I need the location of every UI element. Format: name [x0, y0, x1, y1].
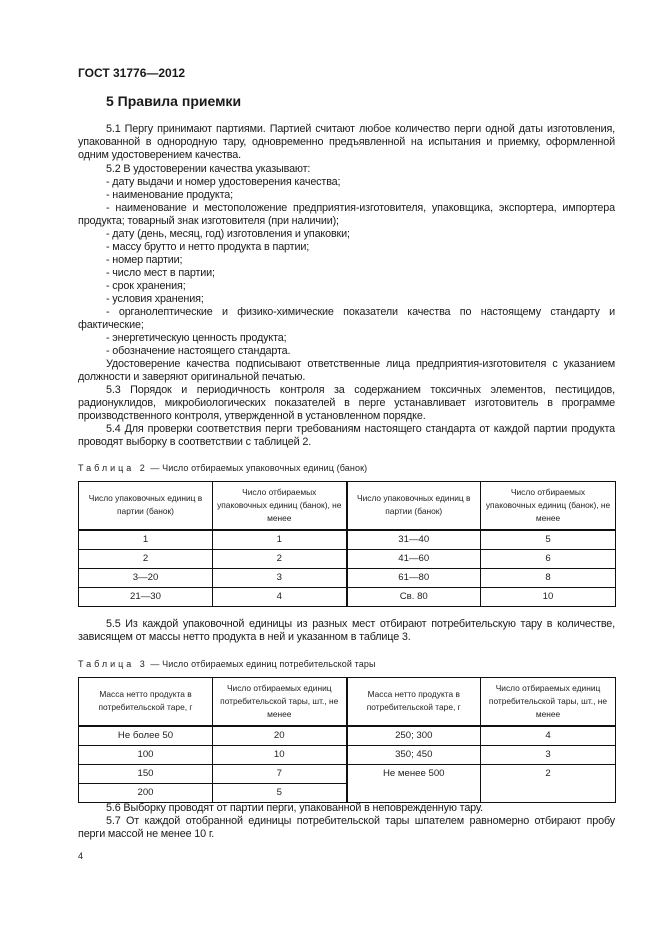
table-caption-label: Таблица 2	[78, 463, 148, 473]
list-item-text: - число мест в партии;	[106, 267, 215, 279]
list-item-text: - условия хранения;	[106, 293, 204, 305]
table-cell: 5	[213, 783, 347, 802]
table-cell: 4	[213, 587, 347, 606]
table-cell: 7	[213, 764, 347, 783]
table-2-caption	[78, 463, 367, 473]
table-cell: 5	[481, 530, 616, 550]
list-item	[78, 228, 615, 241]
list-item	[78, 254, 615, 267]
table-cell: 100	[79, 745, 213, 764]
header-cell: Число отбираемых упаковочных единиц (банок), не менее	[213, 482, 347, 530]
paragraph-text: 5.6 Выборку проводят от партии перги, упакованной в неповрежденную тару.	[106, 802, 483, 814]
table-cell: 61—80	[347, 568, 481, 587]
table-cell: 3	[481, 745, 616, 764]
list-item	[78, 332, 615, 345]
list-item-text: - номер партии;	[106, 254, 183, 266]
header-cell: Масса нетто продукта в потребительской таре, г	[347, 678, 481, 726]
list-item-text: - обозначение настоящего стандарта.	[106, 345, 291, 357]
list-item	[78, 176, 615, 189]
list-item-text: - энергетическую ценность продукта;	[106, 332, 287, 344]
paragraph-text: 5.4 Для проверки соответствия перги требованиям настоящего стандарта от каждой партии продукта проводят выборку в соответствии с таблицей 2.	[78, 423, 615, 449]
list-item	[78, 202, 615, 228]
document-id: ГОСТ 31776—2012	[78, 66, 186, 80]
list-item-text: - срок хранения;	[106, 280, 186, 292]
table-cell: 8	[481, 568, 616, 587]
header-cell: Число отбираемых единиц потребительской тары, шт., не менее	[481, 678, 616, 726]
table-row	[79, 587, 616, 606]
paragraph-5-7	[78, 815, 615, 841]
table-cell: 350; 450	[347, 745, 481, 764]
table-cell: 3	[213, 568, 347, 587]
list-item	[78, 306, 615, 332]
table-header-row	[79, 482, 616, 530]
paragraph-text: 5.3 Порядок и периодичность контроля за содержанием токсичных элементов, пестицидов, радионуклидов, микробиологических показателей в перге устанавливает изготовитель в программе производственного контроля, утвержденной в установленном порядке.	[78, 384, 615, 423]
paragraph-5-1	[78, 123, 615, 162]
table-cell: 20	[213, 726, 347, 746]
table-cell: 1	[79, 530, 213, 550]
table-caption-text: — Число отбираемых единиц потребительской тары	[147, 659, 376, 669]
list-item	[78, 189, 615, 202]
page-number: 4	[78, 851, 84, 861]
paragraph-text: 5.2 В удостоверении качества указывают:	[106, 163, 311, 175]
table-cell: 3—20	[79, 568, 213, 587]
paragraph-5-2	[78, 163, 615, 176]
table-row	[79, 726, 616, 746]
table-cell: 150	[79, 764, 213, 783]
list-item	[78, 267, 615, 280]
paragraph-5-6	[78, 802, 615, 815]
table-cell: 2	[213, 549, 347, 568]
header-cell: Число отбираемых единиц потребительской тары, шт., не менее	[213, 678, 347, 726]
table-cell: 2	[79, 549, 213, 568]
table-row	[79, 530, 616, 550]
table-cell: Св. 80	[347, 587, 481, 606]
table-caption-label: Таблица 3	[78, 659, 148, 669]
list-item	[78, 345, 615, 358]
list-item-text: - дату (день, месяц, год) изготовления и упаковки;	[106, 228, 350, 240]
header-cell: Масса нетто продукта в потребительской таре, г	[79, 678, 213, 726]
table-header-row	[79, 678, 616, 726]
table-cell: Не менее 500	[347, 764, 481, 802]
paragraph-5-4	[78, 423, 615, 449]
table-row	[79, 745, 616, 764]
header-cell: Число упаковочных единиц в партии (банок)	[347, 482, 481, 530]
paragraph-text: 5.7 От каждой отобранной единицы потребительской тары шпателем равномерно отбирают пробу перги массой не менее 10 г.	[78, 815, 615, 841]
table-cell: 21—30	[79, 587, 213, 606]
table-2	[78, 481, 616, 607]
header-cell: Число упаковочных единиц в партии (банок)	[79, 482, 213, 530]
table-cell: 1	[213, 530, 347, 550]
table-cell: 10	[481, 587, 616, 606]
table-cell: 41—60	[347, 549, 481, 568]
paragraph-5-2-signature	[78, 358, 615, 384]
list-item	[78, 241, 615, 254]
table-cell: 4	[481, 726, 616, 746]
paragraph-text: Удостоверение качества подписывают ответственные лица предприятия-изготовителя с указанием должности и заверяют оригинальной печатью.	[78, 358, 615, 384]
table-cell: 250; 300	[347, 726, 481, 746]
list-item-text: - наименование и местоположение предприятия-изготовителя, упаковщика, экспортера, импортера продукта; товарный знак изготовителя (при наличии);	[78, 202, 615, 228]
paragraph-5-3	[78, 384, 615, 423]
table-row	[79, 568, 616, 587]
paragraph-text: 5.1 Пергу принимают партиями. Партией считают любое количество перги одной даты изготовления, упакованной в однородную тару, одновременно предъявленной на испытания и приемку, оформленной одним удостоверением качества.	[78, 123, 615, 162]
header-cell: Число отбираемых упаковочных единиц (банок), не менее	[481, 482, 616, 530]
table-3	[78, 677, 616, 803]
table-caption-text: — Число отбираемых упаковочных единиц (банок)	[147, 463, 368, 473]
list-item	[78, 280, 615, 293]
table-cell: 2	[481, 764, 616, 802]
table-cell: Не более 50	[79, 726, 213, 746]
table-cell: 6	[481, 549, 616, 568]
table-cell: 31—40	[347, 530, 481, 550]
table-3-caption	[78, 659, 376, 669]
paragraph-text: 5.5 Из каждой упаковочной единицы из разных мест отбирают потребительскую тару в количестве, зависящем от массы нетто продукта в ней и указанном в таблице 3.	[78, 618, 615, 644]
table-cell: 10	[213, 745, 347, 764]
list-item	[78, 293, 615, 306]
section-title: 5 Правила приемки	[106, 93, 242, 109]
list-item-text: - органолептические и физико-химические показатели качества по настоящему стандарту и фактические;	[78, 306, 615, 332]
table-row	[79, 764, 616, 783]
list-item-text: - наименование продукта;	[106, 189, 233, 201]
paragraph-5-5	[78, 618, 615, 644]
list-item-text: - массу брутто и нетто продукта в партии;	[106, 241, 310, 253]
table-cell: 200	[79, 783, 213, 802]
list-item-text: - дату выдачи и номер удостоверения качества;	[106, 176, 341, 188]
table-row	[79, 549, 616, 568]
